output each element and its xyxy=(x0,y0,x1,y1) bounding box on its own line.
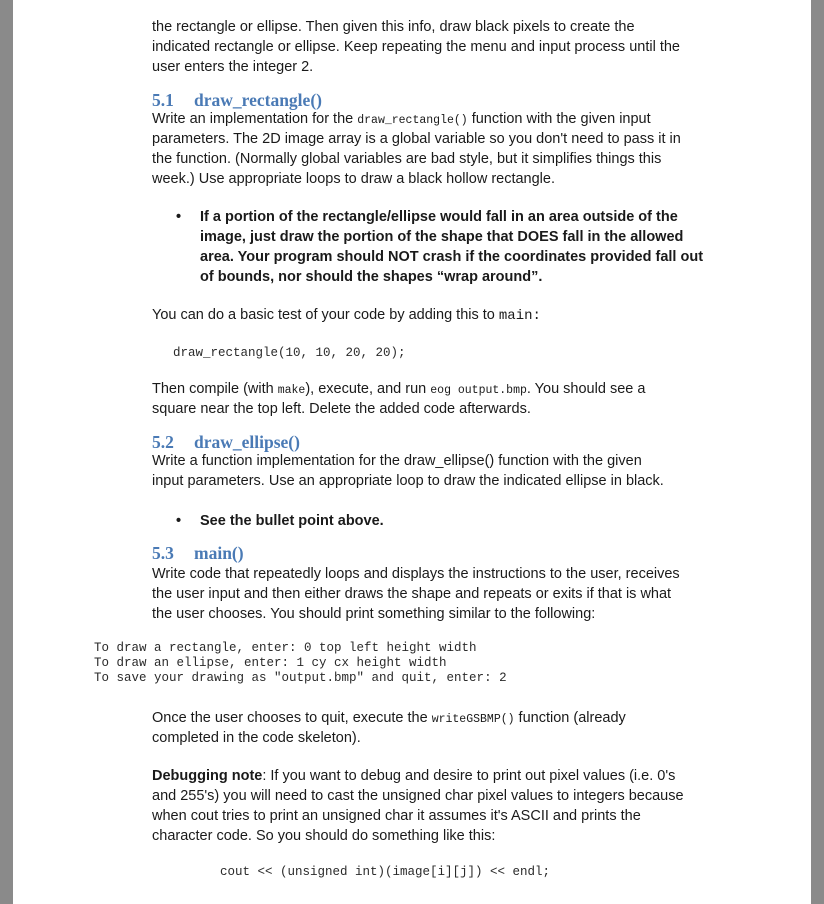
paragraph-line: completed in the code skeleton). xyxy=(152,730,361,746)
section-number: 5.1 xyxy=(152,90,174,110)
paragraph-line: Write a function implementation for the draw_ellipse() function with the given xyxy=(152,453,642,469)
section-heading-main xyxy=(152,543,244,564)
text-run: You can do a basic test of your code by adding this to xyxy=(152,307,499,323)
paragraph-line: input parameters. Use an appropriate loop to draw the indicated ellipse in black. xyxy=(152,473,664,489)
bullet-item xyxy=(176,511,384,531)
text-run: Once the user chooses to quit, execute the xyxy=(152,710,432,726)
debug-label: Debugging note xyxy=(152,768,263,784)
console-output-line: To save your drawing as "output.bmp" and quit, enter: 2 xyxy=(94,671,507,685)
inline-code: draw_rectangle() xyxy=(357,114,468,127)
text-run: function (already xyxy=(514,710,626,726)
paragraph-line xyxy=(152,708,626,730)
paragraph-line: square near the top left. Delete the added code afterwards. xyxy=(152,401,531,417)
text-run: function with the given input xyxy=(467,111,651,127)
inline-code: eog output.bmp xyxy=(430,384,527,397)
bullet-line: image, just draw the portion of the shape that DOES fall in the allowed xyxy=(200,229,684,245)
bullet-line: area. Your program should NOT crash if the coordinates provided fall out xyxy=(200,249,704,265)
paragraph-line xyxy=(152,379,645,401)
bullet-line: of bounds, nor should the shapes “wrap around”. xyxy=(200,269,543,285)
intro-line: the rectangle or ellipse. Then given this info, draw black pixels to create the xyxy=(152,19,635,35)
text-run: ), execute, and run xyxy=(305,381,431,397)
console-output-line: To draw an ellipse, enter: 1 cy cx height width xyxy=(94,656,447,670)
paragraph-line: the function. (Normally global variables are bad style, but it simplifies things this xyxy=(152,151,662,167)
bullet-line: See the bullet point above. xyxy=(200,513,384,529)
paragraph-line: parameters. The 2D image array is a global variable so you don't need to pass it in xyxy=(152,131,681,147)
paragraph-line: character code. So you should do something like this: xyxy=(152,828,496,844)
paragraph-line xyxy=(152,305,541,326)
text-run: Then compile (with xyxy=(152,381,278,397)
paragraph-line: the user chooses. You should print something similar to the following: xyxy=(152,606,596,622)
paragraph-line: and 255's) you will need to cast the unsigned char pixel values to integers because xyxy=(152,788,684,804)
section-heading-draw-rectangle xyxy=(152,90,322,111)
bullet-item xyxy=(176,207,678,227)
paragraph-line: Write code that repeatedly loops and displays the instructions to the user, receives xyxy=(152,566,680,582)
paragraph-line xyxy=(152,766,675,786)
cout-code-example: cout << (unsigned int)(image[i][j]) << endl; xyxy=(220,865,551,879)
paragraph-line xyxy=(152,109,651,131)
bullet-dot: • xyxy=(176,209,182,225)
text-run: Write an implementation for the xyxy=(152,111,358,127)
bullet-dot: • xyxy=(176,513,182,529)
text-run: : If you want to debug and desire to print out pixel values (i.e. 0's xyxy=(262,768,676,784)
text-run: . You should see a xyxy=(526,381,646,397)
console-output-line: To draw a rectangle, enter: 0 top left height width xyxy=(94,641,477,655)
document-page xyxy=(13,0,811,904)
inline-code: main: xyxy=(498,308,541,324)
intro-line: user enters the integer 2. xyxy=(152,59,314,75)
paragraph-line: week.) Use appropriate loops to draw a black hollow rectangle. xyxy=(152,171,555,187)
bullet-line: If a portion of the rectangle/ellipse would fall in an area outside of the xyxy=(200,209,678,225)
section-heading-draw-ellipse xyxy=(152,432,300,453)
code-example: draw_rectangle(10, 10, 20, 20); xyxy=(173,346,406,360)
inline-code: writeGSBMP() xyxy=(431,713,515,726)
paragraph-line: the user input and then either draws the shape and repeats or exits if that is what xyxy=(152,586,672,602)
paragraph-line: when cout tries to print an unsigned char it assumes it's ASCII and prints the xyxy=(152,808,641,824)
inline-code: make xyxy=(277,384,306,397)
section-title: draw_ellipse() xyxy=(194,432,300,452)
section-title: main() xyxy=(194,543,244,563)
section-number: 5.2 xyxy=(152,432,174,452)
section-title: draw_rectangle() xyxy=(194,90,322,110)
section-number: 5.3 xyxy=(152,543,174,563)
intro-line: indicated rectangle or ellipse. Keep repeating the menu and input process until the xyxy=(152,39,680,55)
